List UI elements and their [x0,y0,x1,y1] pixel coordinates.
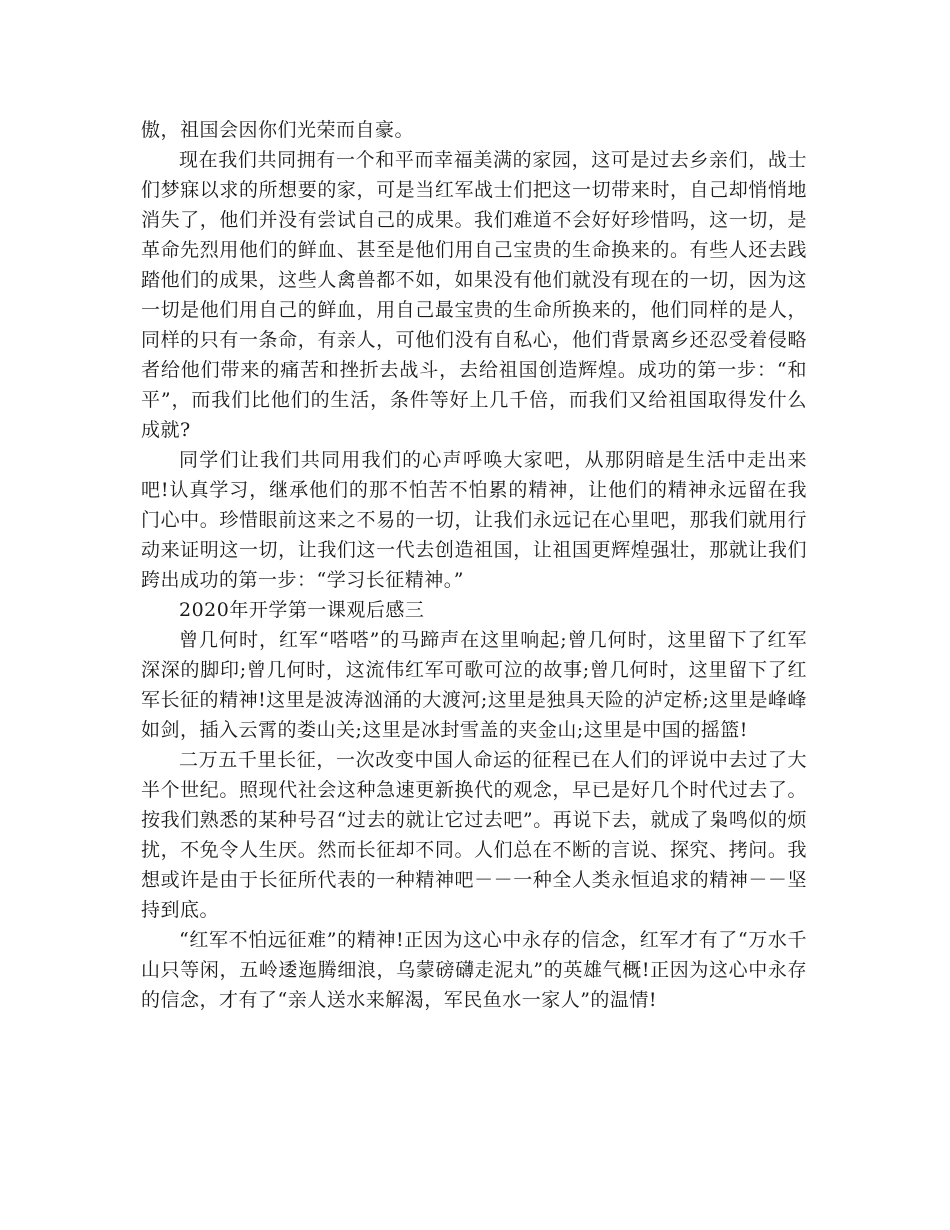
section-heading: 2020年开学第一课观后感三 [179,599,425,621]
document-body [141,115,807,1015]
paragraph: “红军不怕远征难”的精神!正因为这心中永存的信念，红军才有了“万水千山只等闲，五岭逶迤腾细浪，乌蒙磅礴走泥丸”的英雄气概!正因为这心中永存的信念，才有了“亲人送水来解渴，军民鱼水一家人”的温情! [141,929,807,1011]
paragraph: 曾几何时，红军“嗒嗒”的马蹄声在这里响起;曾几何时，这里留下了红军深深的脚印;曾几何时，这流伟红军可歌可泣的故事;曾几何时，这里留下了红军长征的精神!这里是波涛汹涌的大渡河;这里是独具天险的泸定桥;这里是峰峰如剑，插入云霄的娄山关;这里是冰封雪盖的夹金山;这里是中国的摇篮! [141,629,807,741]
paragraph: 同学们让我们共同用我们的心声呼唤大家吧，从那阴暗是生活中走出来吧!认真学习，继承他们的那不怕苦不怕累的精神，让他们的精神永远留在我门心中。珍惜眼前这来之不易的一切，让我们永远记在心里吧，那我们就用行动来证明这一切，让我们这一代去创造祖国，让祖国更辉煌强壮，那就让我们跨出成功的第一步：“学习长征精神。” [141,449,807,591]
paragraph: 二万五千里长征，一次改变中国人命运的征程已在人们的评说中去过了大半个世纪。照现代社会这种急速更新换代的观念，早已是好几个时代过去了。按我们熟悉的某种号召“过去的就让它过去吧”。再说下去，就成了枭鸣似的烦扰，不免令人生厌。然而长征却不同。人们总在不断的言说、探究、拷问。我想或许是由于长征所代表的一种精神吧－－一种全人类永恒追求的精神－－坚持到底。 [141,749,807,921]
paragraph: 现在我们共同拥有一个和平而幸福美满的家园，这可是过去乡亲们，战士们梦寐以求的所想要的家，可是当红军战士们把这一切带来时，自己却悄悄地消失了，他们并没有尝试自己的成果。我们难道不会好好珍惜吗，这一切，是革命先烈用他们的鲜血、甚至是他们用自己宝贵的生命换来的。有些人还去践踏他们的成果，这些人禽兽都不如，如果没有他们就没有现在的一切，因为这一切是他们用自己的鲜血，用自己最宝贵的生命所换来的，他们同样的是人，同样的只有一条命，有亲人，可他们没有自私心，他们背景离乡还忍受着侵略者给他们带来的痛苦和挫折去战斗，去给祖国创造辉煌。成功的第一步：“和平”，而我们比他们的生活，条件等好上几千倍，而我们又给祖国取得发什么成就? [141,149,807,441]
paragraph: 傲，祖国会因你们光荣而自豪。 [141,119,415,141]
